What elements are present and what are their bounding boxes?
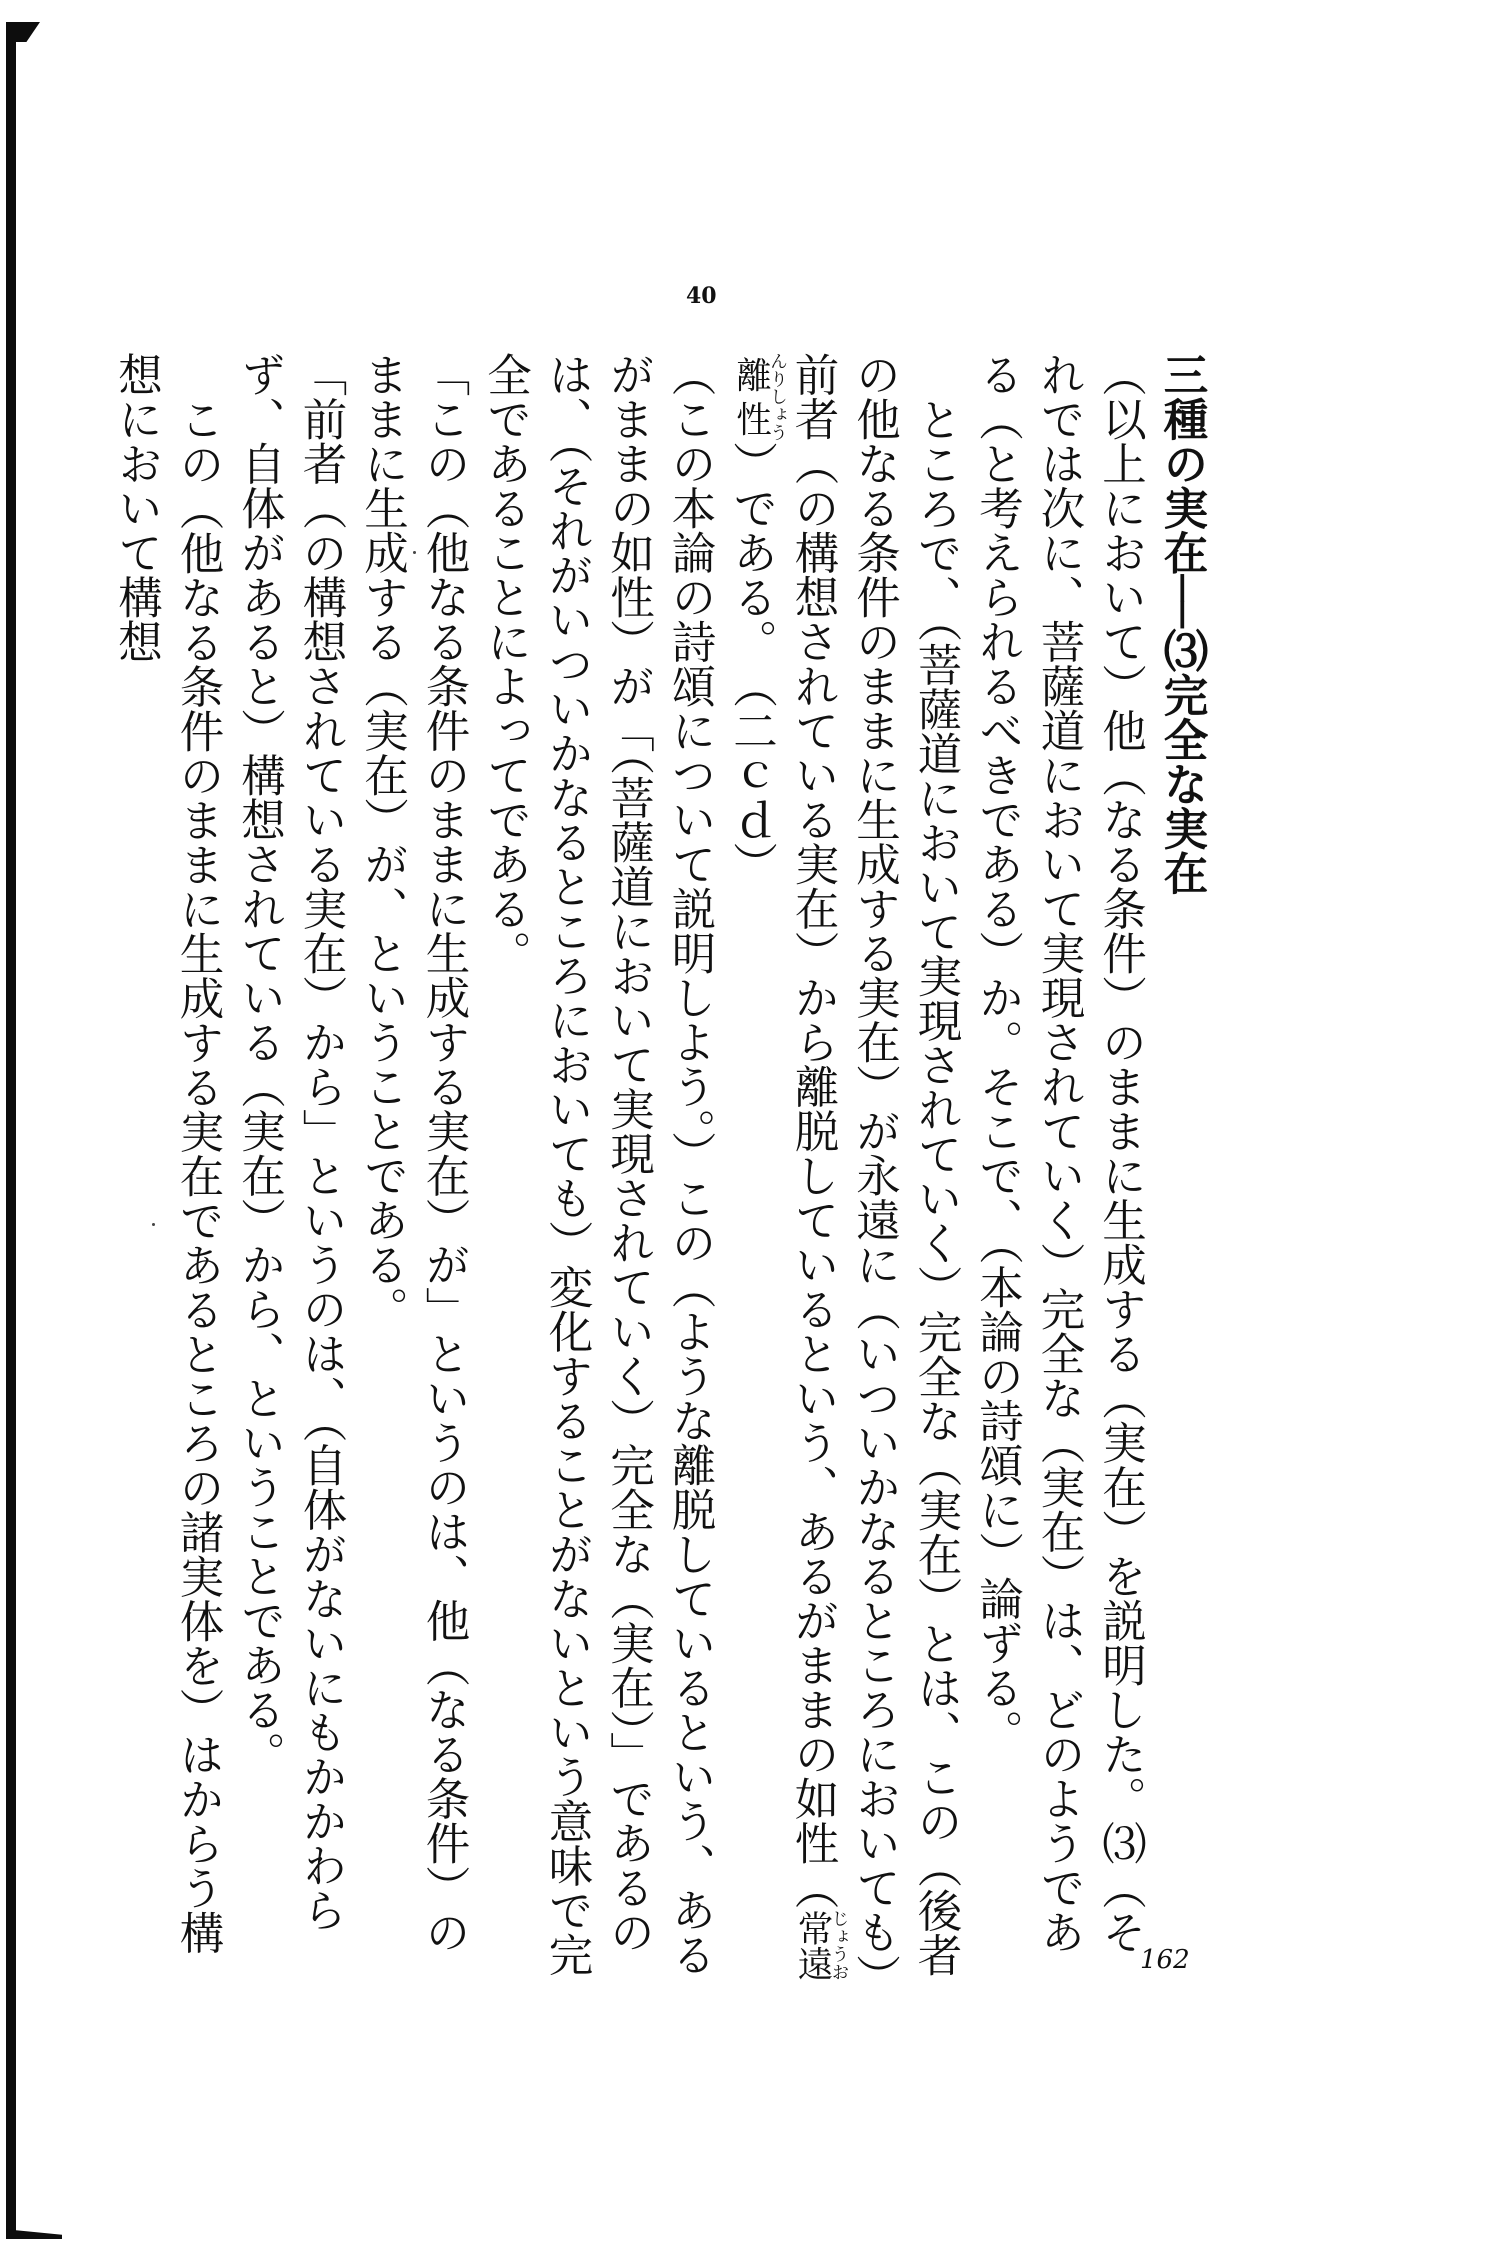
ruby-annotation: 常遠離性じょうおんりしょう — [730, 352, 850, 1981]
page-body — [105, 352, 1212, 1992]
paragraph-3: （この本論の詩頌について説明しよう。）この（ような離脱しているという、あるがままの如性）が「（菩薩道において実現されていく）完全な（実在）」であるのは、（それがいついかなるところにおいても）変化することがないという意味で完全であることによってである。 — [479, 352, 715, 1977]
paragraph-4: 「この（他なる条件のままに生成する実在）が」というのは、他（なる条件）のままに生成する（実在）が、ということである。 — [356, 352, 469, 1954]
footnote-marker: 40 — [686, 283, 717, 309]
section-heading: 三種の実在──⑶完全な実在 — [1156, 352, 1207, 896]
paragraph-6: この（他なる条件のままに生成する実在であるところの諸実体を）はからう構想において構想 — [110, 352, 223, 1954]
scan-edge-top — [6, 22, 40, 42]
paragraph-1: （以上において）他（なる条件）のままに生成する（実在）を説明した。⑶（それでは次に、菩薩道において実現されていく）完全な（実在）は、どのようである（と考えられるべきである）か。そこで、（本論の詩頌に）論ずる。 — [971, 352, 1146, 1954]
scan-edge — [6, 22, 16, 2237]
paragraph-5: 「前者（の構想されている実在）から」というのは、（自体がないにもかかわらず、自体があると）構想されている（実在）から、ということである。 — [233, 352, 346, 1932]
ruby-reading: じょうおんりしょう — [767, 352, 850, 1981]
paragraph-2: ところで、（菩薩道において実現されていく）完全な（実在）とは、この（後者の他なる条件のままに生成する実在）が永遠に（いついかなるところにおいても）前者（の構想されている実在）から離脱しているという、あるがままの如性（常遠離性じょうおんりしょう）である。 （二ｃｄ） — [725, 352, 961, 1981]
page-number: 162 — [1140, 1945, 1190, 1975]
